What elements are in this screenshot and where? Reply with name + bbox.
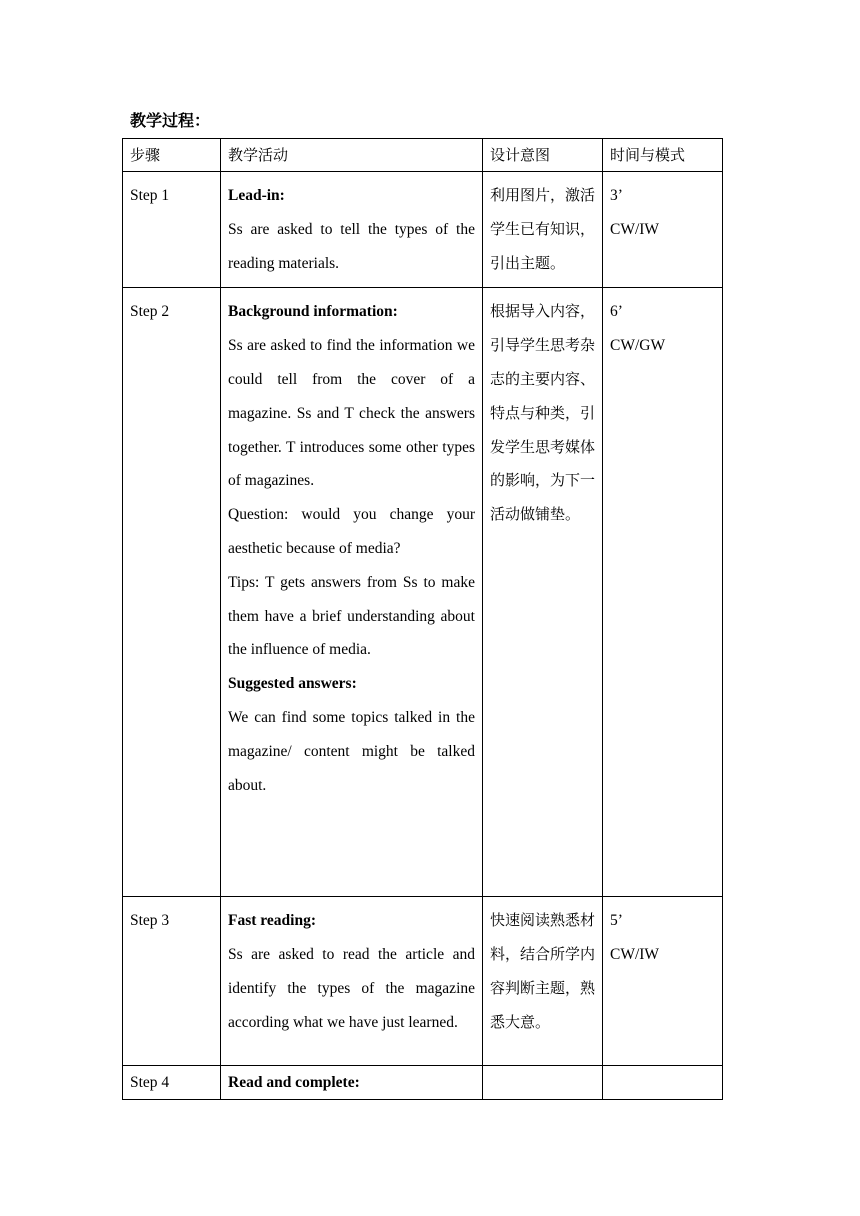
activity-title: Fast reading: bbox=[228, 912, 316, 930]
header-intent: 设计意图 bbox=[483, 139, 603, 172]
activity-cell bbox=[221, 172, 483, 288]
mode-value: CW/IW bbox=[610, 946, 660, 964]
activity-text: Ss are asked to read the article and identify the types of the magazine according what we have just learned. bbox=[228, 946, 475, 1031]
time-mode-cell bbox=[603, 288, 723, 897]
table-row bbox=[123, 897, 723, 1066]
activity-text: Ss are asked to tell the types of the reading materials. bbox=[228, 220, 475, 272]
intent-cell: 快速阅读熟悉材料，结合所学内容判断主题，熟悉大意。 bbox=[483, 897, 603, 1066]
activity-subtitle: Suggested answers: bbox=[228, 675, 357, 693]
activity-title: Lead-in: bbox=[228, 187, 285, 204]
time-value: 5’ bbox=[610, 912, 623, 930]
header-step: 步骤 bbox=[123, 139, 221, 172]
activity-question: Question: would you change your aesthetic because of media? bbox=[228, 506, 475, 557]
step-cell: Step 1 bbox=[123, 172, 221, 288]
intent-cell bbox=[483, 1066, 603, 1100]
activity-answers: We can find some topics talked in the magazine/ content might be talked about. bbox=[228, 708, 475, 794]
header-time-mode: 时间与模式 bbox=[603, 139, 723, 172]
section-heading: 教学过程： bbox=[130, 111, 211, 130]
table-row bbox=[123, 288, 723, 897]
header-activity: 教学活动 bbox=[221, 139, 483, 172]
mode-value: CW/GW bbox=[610, 337, 666, 355]
time-mode-cell bbox=[603, 1066, 723, 1100]
table-row bbox=[123, 1066, 723, 1100]
table-header-row bbox=[123, 139, 723, 172]
intent-cell: 根据导入内容，引导学生思考杂志的主要内容、特点与种类，引发学生思考媒体的影响，为下一活动做铺垫。 bbox=[483, 288, 603, 897]
intent-cell: 利用图片，激活学生已有知识，引出主题。 bbox=[483, 172, 603, 288]
time-value: 3’ bbox=[610, 187, 623, 204]
step-cell: Step 2 bbox=[123, 288, 221, 897]
time-mode-cell bbox=[603, 897, 723, 1066]
step-cell: Step 4 bbox=[123, 1066, 221, 1100]
time-mode-cell bbox=[603, 172, 723, 288]
table-row bbox=[123, 172, 723, 288]
activity-title: Background information: bbox=[228, 303, 398, 321]
activity-cell bbox=[221, 897, 483, 1066]
activity-text: Ss are asked to find the information we could tell from the cover of a magazine. Ss and T check the answers together. T introduces some other types of magazines. bbox=[228, 337, 475, 490]
activity-title: Read and complete: bbox=[228, 1074, 360, 1092]
activity-cell bbox=[221, 1066, 483, 1100]
mode-value: CW/IW bbox=[610, 220, 660, 238]
activity-cell bbox=[221, 288, 483, 897]
time-value: 6’ bbox=[610, 303, 623, 321]
lesson-plan-table bbox=[122, 138, 723, 1100]
activity-tips: Tips: T gets answers from Ss to make them have a brief understanding about the influence of media. bbox=[228, 573, 475, 659]
step-cell: Step 3 bbox=[123, 897, 221, 1066]
